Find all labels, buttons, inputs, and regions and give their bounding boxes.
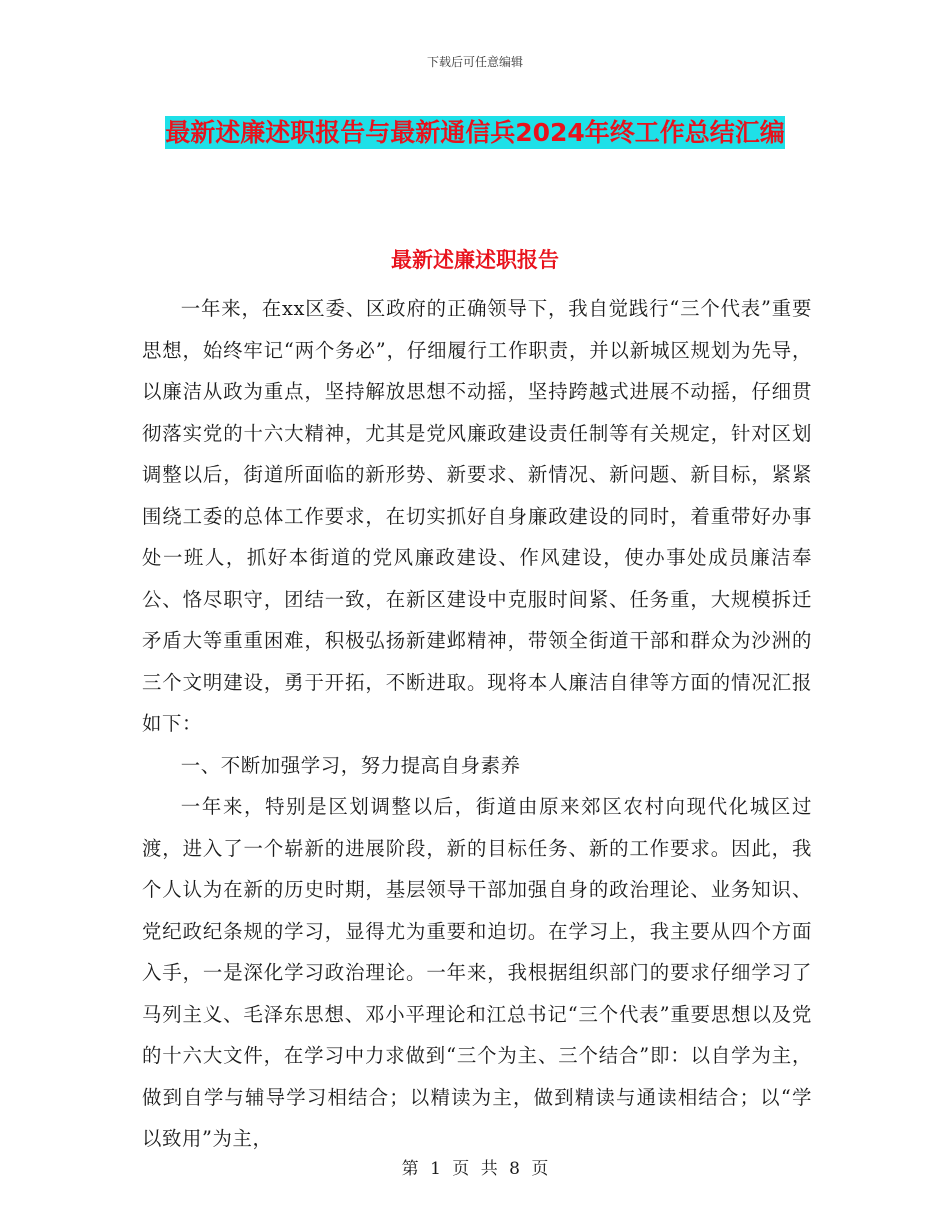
paragraph-heading: 一、不断加强学习，努力提高自身素养 [180,753,521,777]
header-note: 下载后可任意编辑 [426,55,523,69]
paragraph: 一年来，特别是区划调整以后，街道由原来郊区农村向现代化城区过渡，进入了一个崭新的进展阶段，新的目标任务、新的工作要求。因此，我个人认为在新的历史时期，基层领导干部加强自身的政治理论、业务知识、党纪政纪条规的学习，显得尤为重要和迫切。在学习上，我主要从四个方面入手，一是深化学习政治理论。一年来，我根据组织部门的要求仔细学习了马列主义、毛泽东思想、邓小平理论和江总书记“三个代表”重要思想以及党的十六大文件，在学习中力求做到“三个为主、三个结合”即：以自学为主，做到自学与辅导学习相结合；以精读为主，做到精读与通读相结合；以“学以致用”为主， [142,795,812,1150]
section-title: 最新述廉述职报告 [391,248,559,272]
page-footer: 第 1 页 共 8 页 [401,1159,549,1179]
paragraph: 一年来，在xx区委、区政府的正确领导下，我自觉践行“三个代表”重要思想，始终牢记“两个务必”，仔细履行工作职责，并以新城区规划为先导，以廉洁从政为重点，坚持解放思想不动摇，坚持跨越式进展不动摇，仔细贯彻落实党的十六大精神，尤其是党风廉政建设责任制等有关规定，针对区划调整以后，街道所面临的新形势、新要求、新情况、新问题、新目标，紧紧围绕工委的总体工作要求，在切实抓好自身廉政建设的同时，着重带好办事处一班人，抓好本街道的党风廉政建设、作风建设，使办事处成员廉洁奉公、恪尽职守，团结一致，在新区建设中克服时间紧、任务重，大规模拆迁矛盾大等重重困难，积极弘扬新建邺精神，带领全街道干部和群众为沙洲的三个文明建设，勇于开拓，不断进取。现将本人廉洁自律等方面的情况汇报如下： [142,297,812,735]
document-title [140,110,810,156]
document-body [142,288,812,1160]
document-title-text: 最新述廉述职报告与最新通信兵2024年终工作总结汇编 [165,118,785,147]
